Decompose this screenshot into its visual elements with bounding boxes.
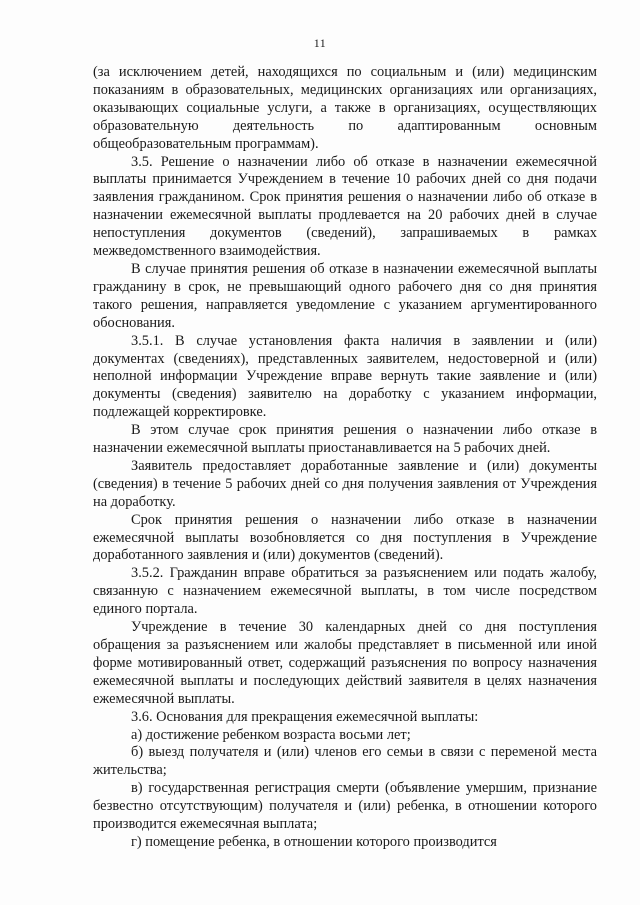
list-item-b: б) выезд получателя и (или) членов его семьи в связи с переменой места жительства;	[93, 744, 597, 779]
paragraph-response: Учреждение в течение 30 календарных дней со дня поступления обращения за разъяснением или жалобы представляет в письменной или иной форме мотивированный ответ, содержащий разъяснения по вопросу назначения ежемесячной выплаты и последующих действий заявителя в целях назначения ежемесячной выплаты.	[93, 619, 597, 707]
paragraph-3-5-1: 3.5.1. В случае установления факта наличия в заявлении и (или) документах (сведениях), представленных заявителем, недостоверной и (или) неполной информации Учреждение вправе вернуть такие заявление и (или) документы (сведения) заявителю на доработку с указанием информации, подлежащей корректировке.	[93, 332, 597, 421]
paragraph-3-6-heading: 3.6. Основания для прекращения ежемесячной выплаты:	[131, 708, 479, 725]
paragraph-3-5: 3.5. Решение о назначении либо об отказе в назначении ежемесячной выплаты принимается Учреждением в течение 10 рабочих дней со дня подачи заявления гражданином. Срок принятия решения о назначении либо об отказе в назначении ежемесячной выплаты продлевается на 20 рабочих дней в случае непоступления документов (сведений), запрашиваемых в рамках межведомственного взаимодействия.	[93, 153, 597, 260]
paragraph-refusal-notice: В случае принятия решения об отказе в назначении ежемесячной выплаты гражданину в срок, не превышающий одного рабочего дня со дня принятия такого решения, направляется уведомление с указанием аргументированного обоснования.	[93, 260, 597, 331]
paragraph-suspension: В этом случае срок принятия решения о назначении либо отказе в назначении ежемесячной выплаты приостанавливается на 5 рабочих дней.	[93, 422, 597, 457]
list-item-v: в) государственная регистрация смерти (объявление умершим, признание безвестно отсутствующим) получателя и (или) ребенка, в отношении которого производится ежемесячная выплата;	[93, 780, 597, 833]
list-item-a: а) достижение ребенком возраста восьми лет;	[131, 726, 411, 743]
paragraph-resubmission: Заявитель предоставляет доработанные заявление и (или) документы (сведения) в течение 5 рабочих дней со дня получения заявления от Учреждения на доработку.	[93, 457, 597, 510]
list-item-g: г) помещение ребенка, в отношении которого производится	[131, 833, 497, 850]
paragraph-3-5-2: 3.5.2. Гражданин вправе обратиться за разъяснением или подать жалобу, связанную с назначением ежемесячной выплаты, в том числе посредством единого портала.	[93, 565, 597, 618]
paragraph-resumption: Срок принятия решения о назначении либо отказе в назначении ежемесячной выплаты возобновляется со дня поступления в Учреждение доработанного заявления и (или) документов (сведений).	[93, 511, 597, 564]
paragraph-continuation: (за исключением детей, находящихся по социальным и (или) медицинским показаниям в образовательных, медицинских организациях или организациях, оказывающих социальные услуги, а также в организациях, осуществляющих образовательную деятельность по адаптированным основным общеобразовательным программам).	[93, 64, 597, 152]
document-body	[93, 64, 597, 852]
page-number: 11	[313, 36, 327, 50]
